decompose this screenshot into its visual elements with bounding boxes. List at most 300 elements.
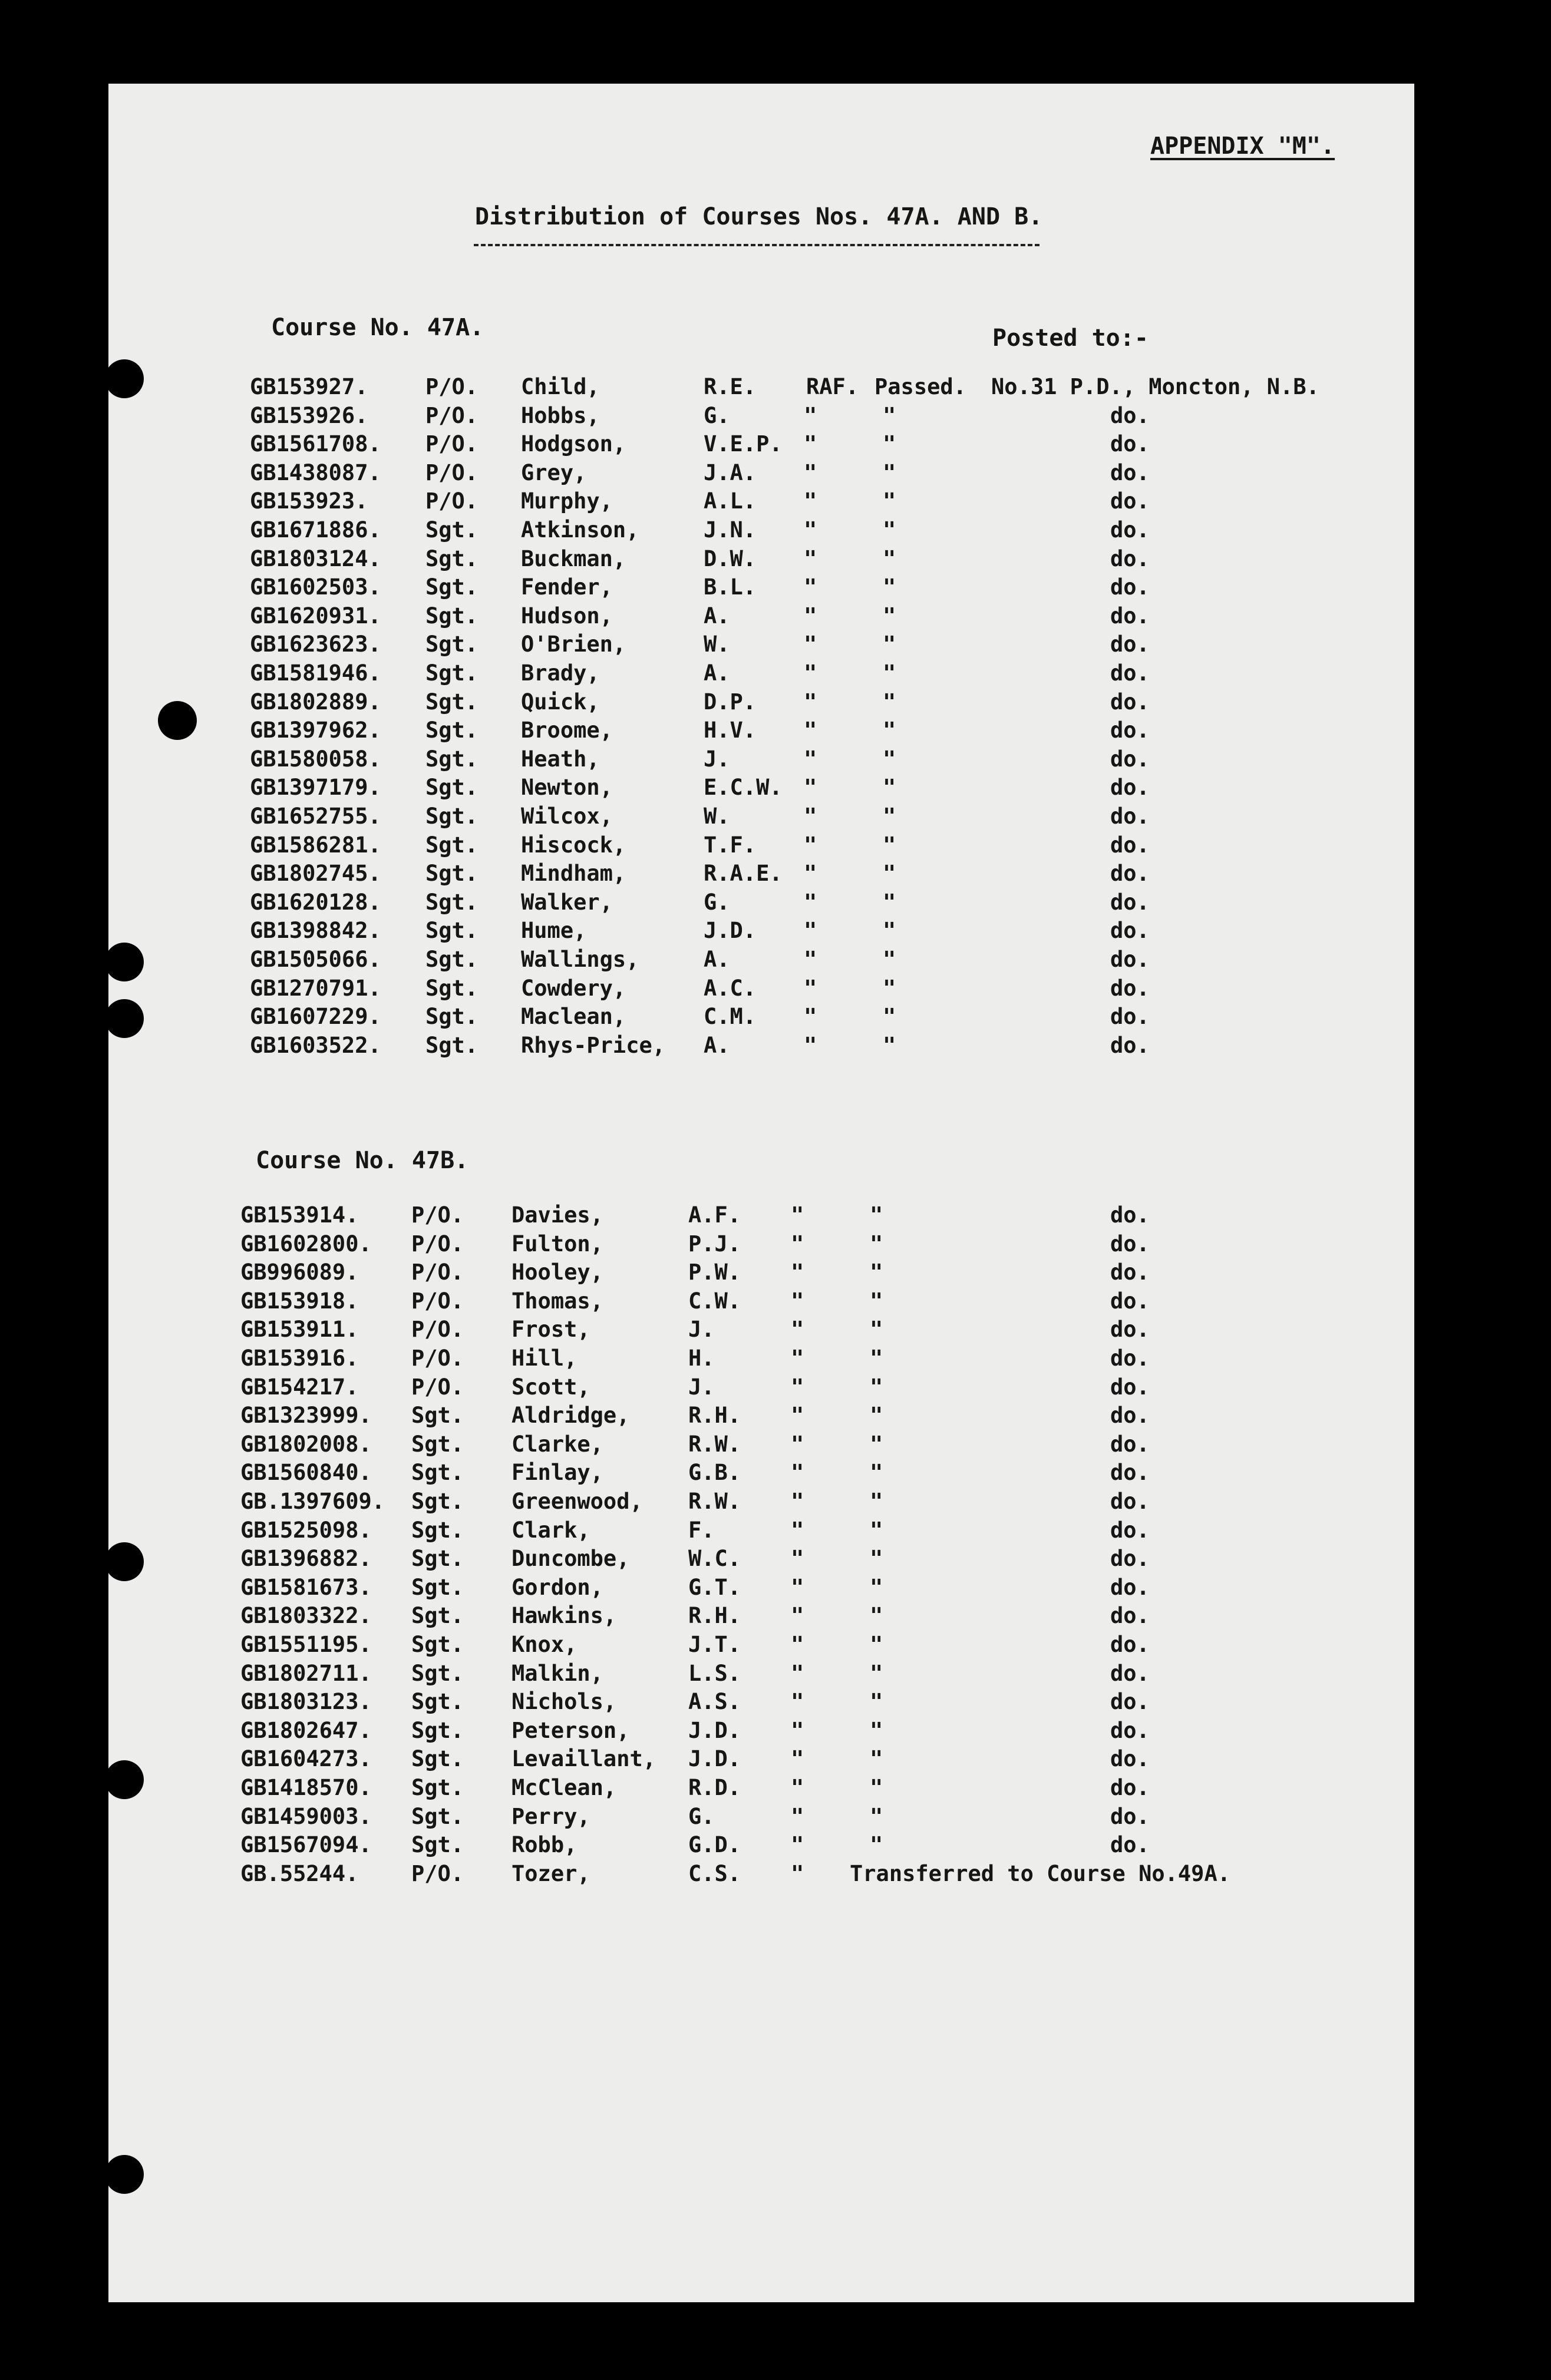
table-row: [108, 1746, 1414, 1773]
rank: Sgt.: [425, 861, 478, 887]
raf-column: ": [791, 1574, 804, 1600]
service-number: GB.1397609.: [240, 1489, 385, 1514]
posted-to: do.: [1110, 1374, 1150, 1400]
rank: Sgt.: [425, 574, 478, 600]
posted-to: do.: [1110, 1460, 1150, 1486]
service-number: GB1803322.: [240, 1603, 372, 1629]
passed-column: ": [883, 804, 896, 829]
initials: W.: [704, 632, 730, 657]
table-row: [108, 1202, 1414, 1229]
raf-column: ": [804, 689, 817, 715]
surname: Wilcox,: [521, 804, 613, 829]
table-row: [108, 889, 1414, 916]
service-number: GB1802889.: [250, 689, 381, 715]
posted-to: do.: [1110, 1403, 1150, 1429]
service-number: GB153927.: [250, 374, 368, 399]
posted-to: do.: [1110, 402, 1150, 428]
passed-column: ": [883, 460, 896, 485]
rank: Sgt.: [425, 975, 478, 1001]
passed-column: ": [883, 861, 896, 887]
rank: Sgt.: [425, 632, 478, 657]
initials: P.W.: [688, 1260, 741, 1285]
surname: Rhys-Price,: [521, 1032, 666, 1058]
table-row: [108, 1803, 1414, 1830]
passed-column: ": [883, 574, 896, 600]
rank: P/O.: [425, 402, 478, 428]
initials: D.W.: [704, 546, 757, 571]
passed-column: ": [883, 1004, 896, 1030]
posted-to: do.: [1110, 546, 1150, 571]
initials: J.D.: [688, 1746, 741, 1772]
service-number: GB1802745.: [250, 861, 381, 887]
service-number: GB1620128.: [250, 889, 381, 915]
raf-column: ": [804, 431, 817, 457]
rank: Sgt.: [425, 889, 478, 915]
table-row: [108, 860, 1414, 887]
raf-column: ": [791, 1202, 804, 1228]
initials: R.H.: [688, 1603, 741, 1629]
table-row: [108, 774, 1414, 801]
passed-column: ": [870, 1689, 883, 1715]
surname: Davies,: [512, 1202, 603, 1228]
rank: Sgt.: [411, 1717, 464, 1743]
rank: Sgt.: [425, 603, 478, 629]
raf-column: ": [791, 1403, 804, 1429]
initials: A.: [704, 603, 730, 629]
service-number: GB153911.: [240, 1317, 359, 1343]
surname: McClean,: [512, 1775, 617, 1800]
rank: Sgt.: [425, 689, 478, 715]
rank: Sgt.: [425, 1032, 478, 1058]
surname: Greenwood,: [512, 1489, 643, 1514]
document-title: Distribution of Courses Nos. 47A. AND B.: [475, 203, 1043, 230]
initials: A.L.: [704, 488, 757, 514]
rank: Sgt.: [411, 1460, 464, 1486]
table-row: [108, 1574, 1414, 1601]
table-row: [108, 917, 1414, 944]
surname: Heath,: [521, 746, 600, 772]
passed-column: ": [870, 1374, 883, 1400]
service-number: GB1561708.: [250, 431, 381, 457]
passed-column: ": [883, 947, 896, 972]
initials: J.D.: [704, 918, 757, 944]
rank: Sgt.: [425, 1004, 478, 1030]
posted-to: do.: [1110, 1231, 1150, 1257]
initials: J.: [704, 746, 730, 772]
table-row: [108, 460, 1414, 487]
initials: J.D.: [688, 1717, 741, 1743]
passed-column: ": [883, 832, 896, 858]
passed-column: ": [870, 1288, 883, 1314]
initials: D.P.: [704, 689, 757, 715]
surname: Fender,: [521, 574, 613, 600]
rank: Sgt.: [425, 660, 478, 686]
posted-to: do.: [1110, 1603, 1150, 1629]
rank: Sgt.: [411, 1689, 464, 1715]
rank: Sgt.: [411, 1546, 464, 1572]
initials: A.C.: [704, 975, 757, 1001]
table-row: [108, 431, 1414, 458]
table-row: [108, 1545, 1414, 1572]
service-number: GB153923.: [250, 488, 368, 514]
table-row: [108, 660, 1414, 687]
table-row: [108, 1402, 1414, 1429]
raf-column: ": [791, 1689, 804, 1715]
service-number: GB1580058.: [250, 746, 381, 772]
service-number: GB1551195.: [240, 1632, 372, 1657]
table-row: [108, 1288, 1414, 1315]
posted-to: do.: [1110, 603, 1150, 629]
initials: G.D.: [688, 1832, 741, 1858]
table-row: [108, 1832, 1414, 1859]
passed-column: ": [870, 1431, 883, 1457]
initials: A.: [704, 1032, 730, 1058]
surname: Robb,: [512, 1832, 578, 1858]
initials: A.F.: [688, 1202, 741, 1228]
initials: J.A.: [704, 460, 757, 485]
passed-column: ": [883, 517, 896, 543]
posted-to: do.: [1110, 1517, 1150, 1543]
service-number: GB1396882.: [240, 1546, 372, 1572]
raf-column: ": [791, 1832, 804, 1858]
service-number: GB1505066.: [250, 947, 381, 972]
service-number: GB1438087.: [250, 460, 381, 485]
raf-column: ": [804, 804, 817, 829]
punch-hole: [108, 2155, 144, 2194]
rank: Sgt.: [411, 1746, 464, 1772]
service-number: GB1802647.: [240, 1717, 372, 1743]
posted-to: do.: [1110, 488, 1150, 514]
table-row: [108, 1774, 1414, 1801]
table-row: [108, 1660, 1414, 1687]
passed-column: ": [883, 603, 896, 629]
raf-column: ": [791, 1346, 804, 1371]
posted-to: do.: [1110, 1317, 1150, 1343]
rank: Sgt.: [425, 918, 478, 944]
passed-column: ": [870, 1603, 883, 1629]
passed-column: Passed.: [874, 374, 966, 399]
service-number: GB1607229.: [250, 1004, 381, 1030]
initials: J.T.: [688, 1632, 741, 1657]
service-number: GB1802711.: [240, 1660, 372, 1686]
rank: Sgt.: [411, 1660, 464, 1686]
rank: Sgt.: [425, 832, 478, 858]
passed-column: ": [883, 431, 896, 457]
table-row: [108, 832, 1414, 859]
initials: C.S.: [688, 1860, 741, 1886]
posted-to: do.: [1110, 1574, 1150, 1600]
passed-column: ": [883, 775, 896, 801]
raf-column: ": [791, 1489, 804, 1514]
table-row: [108, 1374, 1414, 1401]
table-row: [108, 1345, 1414, 1372]
initials: A.: [704, 947, 730, 972]
surname: Clarke,: [512, 1431, 603, 1457]
table-row: [108, 1259, 1414, 1286]
posted-to: do.: [1110, 1660, 1150, 1686]
raf-column: ": [804, 546, 817, 571]
posted-to: do.: [1110, 947, 1150, 972]
table-row: [108, 1316, 1414, 1343]
service-number: GB1581673.: [240, 1574, 372, 1600]
service-number: GB1803124.: [250, 546, 381, 571]
service-number: GB153926.: [250, 402, 368, 428]
passed-column: ": [870, 1260, 883, 1285]
passed-column: ": [883, 546, 896, 571]
service-number: GB1525098.: [240, 1517, 372, 1543]
service-number: GB1586281.: [250, 832, 381, 858]
rank: Sgt.: [411, 1632, 464, 1657]
posted-to: do.: [1110, 1689, 1150, 1715]
service-number: GB1567094.: [240, 1832, 372, 1858]
surname: Knox,: [512, 1632, 578, 1657]
posted-to: do.: [1110, 1288, 1150, 1314]
surname: Buckman,: [521, 546, 626, 571]
table-row: [108, 689, 1414, 716]
initials: C.W.: [688, 1288, 741, 1314]
passed-column: ": [870, 1574, 883, 1600]
rank: P/O.: [425, 460, 478, 485]
table-row: [108, 1860, 1414, 1888]
service-number: GB1270791.: [250, 975, 381, 1001]
raf-column: ": [804, 402, 817, 428]
table-row: [108, 1459, 1414, 1486]
table-row: [108, 402, 1414, 429]
rank: P/O.: [425, 431, 478, 457]
raf-column: ": [791, 1632, 804, 1657]
rank: P/O.: [411, 1346, 464, 1371]
service-number: GB1671886.: [250, 517, 381, 543]
posted-to: do.: [1110, 1346, 1150, 1371]
service-number: GB1802008.: [240, 1431, 372, 1457]
surname: Malkin,: [512, 1660, 603, 1686]
surname: Walker,: [521, 889, 613, 915]
posted-to: do.: [1110, 1746, 1150, 1772]
raf-column: ": [804, 460, 817, 485]
posted-to: do.: [1110, 918, 1150, 944]
service-number: GB1560840.: [240, 1460, 372, 1486]
initials: G.: [704, 402, 730, 428]
posted-to: do.: [1110, 1546, 1150, 1572]
initials: R.D.: [688, 1775, 741, 1800]
table-row: [108, 1717, 1414, 1744]
raf-column: ": [804, 746, 817, 772]
document-page: [108, 84, 1414, 2302]
rank: P/O.: [411, 1288, 464, 1314]
posted-to: do.: [1110, 632, 1150, 657]
initials: P.J.: [688, 1231, 741, 1257]
table-row: [108, 546, 1414, 573]
table-row: [108, 946, 1414, 973]
service-number: GB1620931.: [250, 603, 381, 629]
raf-column: ": [804, 1032, 817, 1058]
surname: Hiscock,: [521, 832, 626, 858]
course-heading: Course No. 47A.: [271, 314, 484, 341]
passed-column: ": [870, 1746, 883, 1772]
initials: E.C.W.: [704, 775, 783, 801]
service-number: GB1581946.: [250, 660, 381, 686]
initials: R.W.: [688, 1489, 741, 1514]
service-number: GB1803123.: [240, 1689, 372, 1715]
rank: P/O.: [411, 1260, 464, 1285]
posted-to: do.: [1110, 804, 1150, 829]
surname: Hodgson,: [521, 431, 626, 457]
passed-column: ": [883, 632, 896, 657]
table-row: [108, 1003, 1414, 1030]
surname: Clark,: [512, 1517, 590, 1543]
surname: Grey,: [521, 460, 587, 485]
initials: V.E.P.: [704, 431, 783, 457]
service-number: GB996089.: [240, 1260, 359, 1285]
rank: Sgt.: [425, 718, 478, 743]
table-row: [108, 574, 1414, 601]
surname: Scott,: [512, 1374, 590, 1400]
table-row: [108, 1517, 1414, 1544]
posted-to: do.: [1110, 1489, 1150, 1514]
passed-column: ": [870, 1489, 883, 1514]
surname: Duncombe,: [512, 1546, 630, 1572]
raf-column: ": [804, 574, 817, 600]
posted-to: do.: [1110, 460, 1150, 485]
surname: Gordon,: [512, 1574, 603, 1600]
posted-to: do.: [1110, 1260, 1150, 1285]
rank: Sgt.: [425, 947, 478, 972]
service-number: GB153914.: [240, 1202, 359, 1228]
service-number: GB1418570.: [240, 1775, 372, 1800]
passed-column: ": [883, 488, 896, 514]
initials: W.C.: [688, 1546, 741, 1572]
surname: Perry,: [512, 1803, 590, 1829]
raf-column: ": [791, 1775, 804, 1800]
raf-column: ": [804, 603, 817, 629]
table-row: [108, 746, 1414, 773]
posted-to: do.: [1110, 1004, 1150, 1030]
rank: P/O.: [411, 1231, 464, 1257]
raf-column: ": [804, 947, 817, 972]
passed-column: ": [870, 1346, 883, 1371]
posted-to-heading: Posted to:-: [992, 325, 1149, 352]
posted-to: do.: [1110, 1832, 1150, 1858]
surname: O'Brien,: [521, 632, 626, 657]
passed-column: ": [883, 402, 896, 428]
service-number: GB1459003.: [240, 1803, 372, 1829]
passed-column: ": [870, 1775, 883, 1800]
passed-column: ": [883, 975, 896, 1001]
rank: Sgt.: [411, 1574, 464, 1600]
raf-column: ": [791, 1460, 804, 1486]
service-number: GB1604273.: [240, 1746, 372, 1772]
passed-column: ": [870, 1517, 883, 1543]
rank: Sgt.: [411, 1403, 464, 1429]
initials: R.H.: [688, 1403, 741, 1429]
posted-to: do.: [1110, 775, 1150, 801]
passed-column: ": [883, 918, 896, 944]
passed-column: ": [870, 1460, 883, 1486]
table-row: [108, 488, 1414, 515]
passed-column: ": [883, 718, 896, 743]
raf-column: ": [791, 1260, 804, 1285]
rank: Sgt.: [411, 1603, 464, 1629]
rank: P/O.: [411, 1317, 464, 1343]
table-row: [108, 1231, 1414, 1258]
surname: Child,: [521, 374, 600, 399]
raf-column: ": [804, 488, 817, 514]
raf-column: ": [804, 918, 817, 944]
posted-to: do.: [1110, 746, 1150, 772]
surname: Wallings,: [521, 947, 639, 972]
rank: Sgt.: [411, 1803, 464, 1829]
surname: Peterson,: [512, 1717, 630, 1743]
passed-column: ": [883, 746, 896, 772]
raf-column: ": [804, 975, 817, 1001]
course-heading: Course No. 47B.: [256, 1147, 469, 1174]
raf-column: ": [791, 1288, 804, 1314]
table-row: [108, 631, 1414, 658]
service-number: GB1323999.: [240, 1403, 372, 1429]
rank: P/O.: [425, 374, 478, 399]
posted-to: do.: [1110, 1632, 1150, 1657]
initials: G.: [688, 1803, 715, 1829]
posted-to: do.: [1110, 517, 1150, 543]
posted-to: do.: [1110, 1803, 1150, 1829]
posted-to: do.: [1110, 1202, 1150, 1228]
initials: H.V.: [704, 718, 757, 743]
initials: C.M.: [704, 1004, 757, 1030]
surname: Hobbs,: [521, 402, 600, 428]
table-row: [108, 975, 1414, 1002]
service-number: GB1623623.: [250, 632, 381, 657]
raf-column: ": [791, 1374, 804, 1400]
posted-to: do.: [1110, 832, 1150, 858]
posted-to: do.: [1110, 889, 1150, 915]
raf-column: ": [791, 1803, 804, 1829]
service-number: GB1652755.: [250, 804, 381, 829]
initials: A.S.: [688, 1689, 741, 1715]
passed-column: ": [883, 660, 896, 686]
passed-column: ": [870, 1546, 883, 1572]
raf-column: ": [804, 861, 817, 887]
raf-column: ": [804, 832, 817, 858]
passed-column: ": [870, 1717, 883, 1743]
posted-to: do.: [1110, 431, 1150, 457]
table-row: [108, 717, 1414, 744]
surname: Aldridge,: [512, 1403, 630, 1429]
initials: R.W.: [688, 1431, 741, 1457]
surname: Thomas,: [512, 1288, 603, 1314]
raf-column: ": [804, 889, 817, 915]
surname: Brady,: [521, 660, 600, 686]
raf-column: ": [791, 1860, 804, 1886]
table-row: [108, 1431, 1414, 1458]
raf-column: ": [791, 1517, 804, 1543]
surname: Murphy,: [521, 488, 613, 514]
rank: P/O.: [411, 1202, 464, 1228]
raf-column: ": [791, 1717, 804, 1743]
table-row: [108, 1488, 1414, 1515]
initials: R.A.E.: [704, 861, 783, 887]
initials: H.: [688, 1346, 715, 1371]
service-number: GB154217.: [240, 1374, 359, 1400]
initials: J.: [688, 1374, 715, 1400]
raf-column: ": [791, 1603, 804, 1629]
posted-to: No.31 P.D., Moncton, N.B.: [991, 374, 1319, 399]
rank: Sgt.: [411, 1832, 464, 1858]
surname: Quick,: [521, 689, 600, 715]
appendix-label: APPENDIX "M".: [1150, 133, 1335, 160]
raf-column: ": [791, 1660, 804, 1686]
passed-column: ": [870, 1317, 883, 1343]
posted-to: do.: [1110, 660, 1150, 686]
